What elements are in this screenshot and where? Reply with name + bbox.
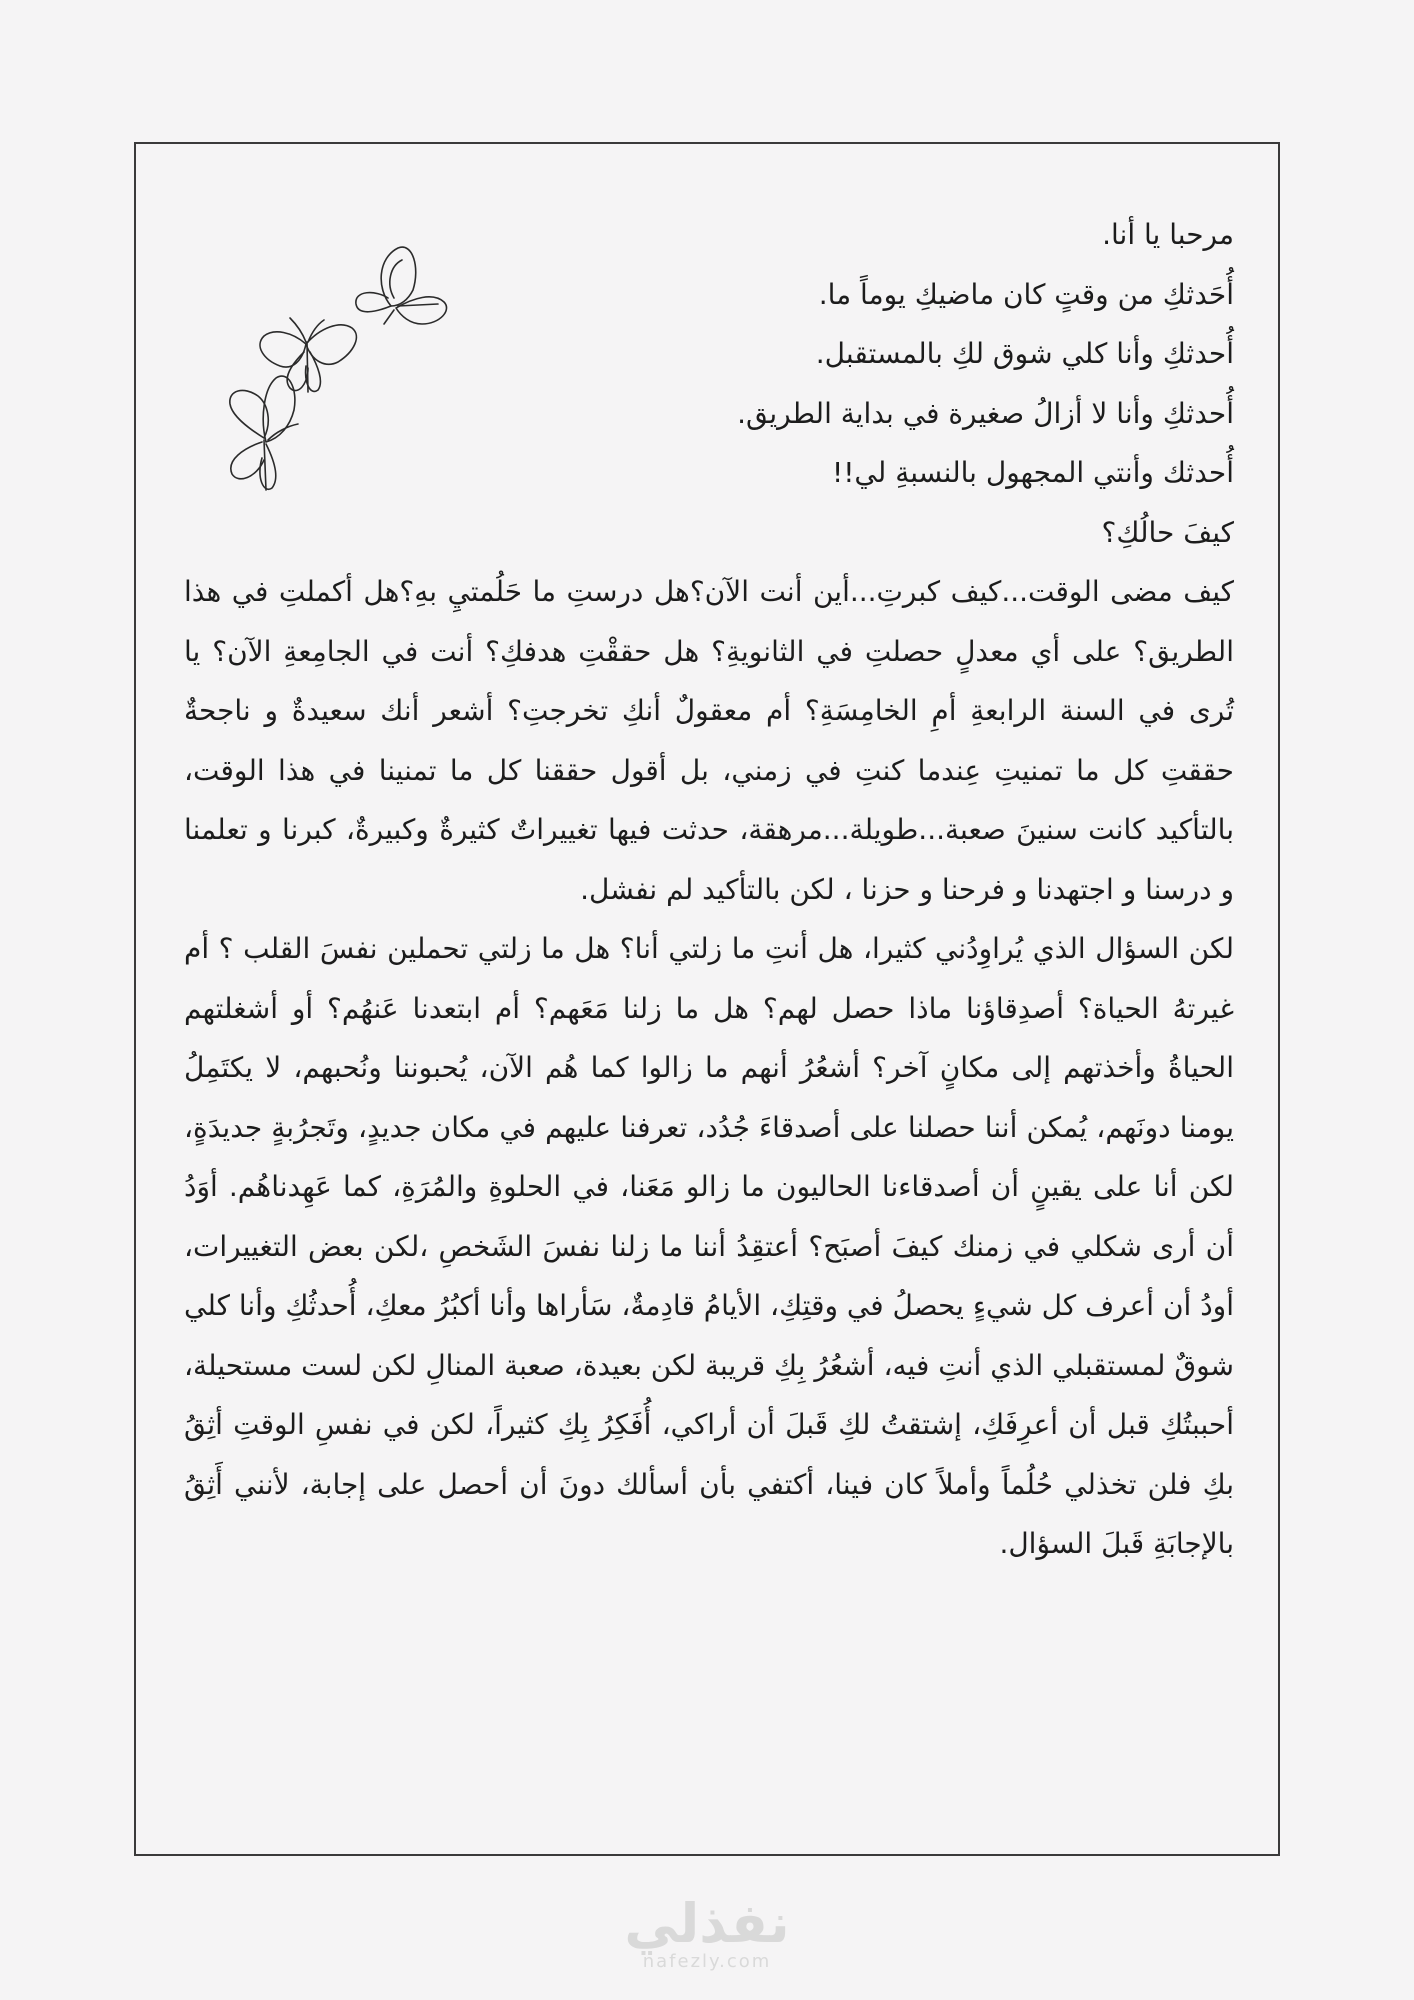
letter-greeting: مرحبا يا أنا. (1102, 218, 1234, 251)
letter-line: أُحدثكِ وأنا لا أزالُ صغيرة في بداية الطريق. (737, 396, 1234, 430)
letter-line: أُحدثكِ وأنا كلي شوق لكِ بالمستقبل. (815, 337, 1234, 370)
watermark-logo: نفذلي (624, 1892, 790, 1955)
letter-paragraph-2: لكن السؤال الذي يُراوِدُني كثيرا، هل أنتِ ما زلتي أنا؟ هل ما زلتي تحملين نفسَ القلب ؟ أم غيرتهُ الحياة؟ أصدِقاؤنا ماذا حصل لهم؟ هل ما زلنا مَعَهم؟ أم ابتعدنا عَنهُم؟ أو أشغلتهم الحياةُ وأخذتهم إلى مكانٍ آخر؟ أشعُرُ أنهم ما زالوا كما هُم الآن، يُحبوننا ونُحبهم، لا يكتَمِلُ يومنا دونَهم، يُمكن أننا حصلنا على أصدقاءَ جُدُد، تعرفنا عليهم في مكان جديدٍ، وتَجرُبةٍ جديدَةٍ، لكن أنا على يقينٍ أن أصدقاءنا الحاليون ما زالو مَعَنا، في الحلوةِ والمُرَةِ، كما عَهِدناهُم. أوَدُ أن أرى شكلي في زمنك كيفَ أصبَح؟ أعتقِدُ أننا ما زلنا نفسَ الشَخصِ ،لكن بعض التغييرات، أودُ أن أعرف كل شيءٍ يحصلُ في وقتِكِ، الأيامُ قادِمةٌ، سَأراها وأنا أكبُرُ معكِ، أُحدثُكِ وأنا كلي شوقٌ لمستقبلي الذي أنتِ فيه، أشعُرُ بِكِ قريبة لكن بعيدة، صعبة المنالِ لكن لست مستحيلة، أحببتُكِ قبل أن أعرِفَكِ، إشتقتُ لكِ قَبلَ أن أراكي، أُفَكِرُ بِكِ كثيراً، لكن في نفسِ الوقتِ أثِقُ بكِ فلن تخذلي حُلُماً وأملاً كان فينا، أكتفي بأن أسألك دونَ أن أحصل على إجابة، لأنني أَثِقُ بالإجابَةِ قَبلَ السؤال. (184, 932, 1234, 1560)
watermark-url: nafezly.com (642, 1951, 772, 1972)
letter-body (184, 205, 1234, 1574)
watermark (600, 1893, 814, 1973)
letter-line: كيفَ حالُكِ؟ (1101, 515, 1234, 549)
letter-paragraph-1: كيف مضى الوقت...كيف كبرتِ...أين أنت الآن؟هل درستِ ما حَلُمتيِ بهِ؟هل أكملتِ في هذا الطريق؟ على أي معدلٍ حصلتِ في الثانويةِ؟ هل حققْتِ هدفكِ؟ أنت في الجامِعةِ الآن؟ يا تُرى في السنة الرابعةِ أمِ الخامِسَةِ؟ أم معقولٌ أنكِ تخرجتِ؟ أشعر أنك سعيدةٌ و ناجحةٌ حققتِ كل ما تمنيتِ عِندما كنتِ في زمني، بل أقول حققنا كل ما تمنينا في هذا الوقت، بالتأكيد كانت سنينَ صعبة...طويلة...مرهقة، حدثت فيها تغييراتٌ كثيرةٌ وكبيرةٌ، كبرنا و تعلمنا و درسنا و اجتهدنا و فرحنا و حزنا ، لكن بالتأكيد لم نفشل. (184, 575, 1234, 906)
letter-line: أُحدثك وأنتي المجهول بالنسبةِ لي!! (831, 456, 1234, 489)
letter-line: أُحَدثكِ من وقتٍ كان ماضيكِ يوماً ما. (818, 277, 1234, 311)
